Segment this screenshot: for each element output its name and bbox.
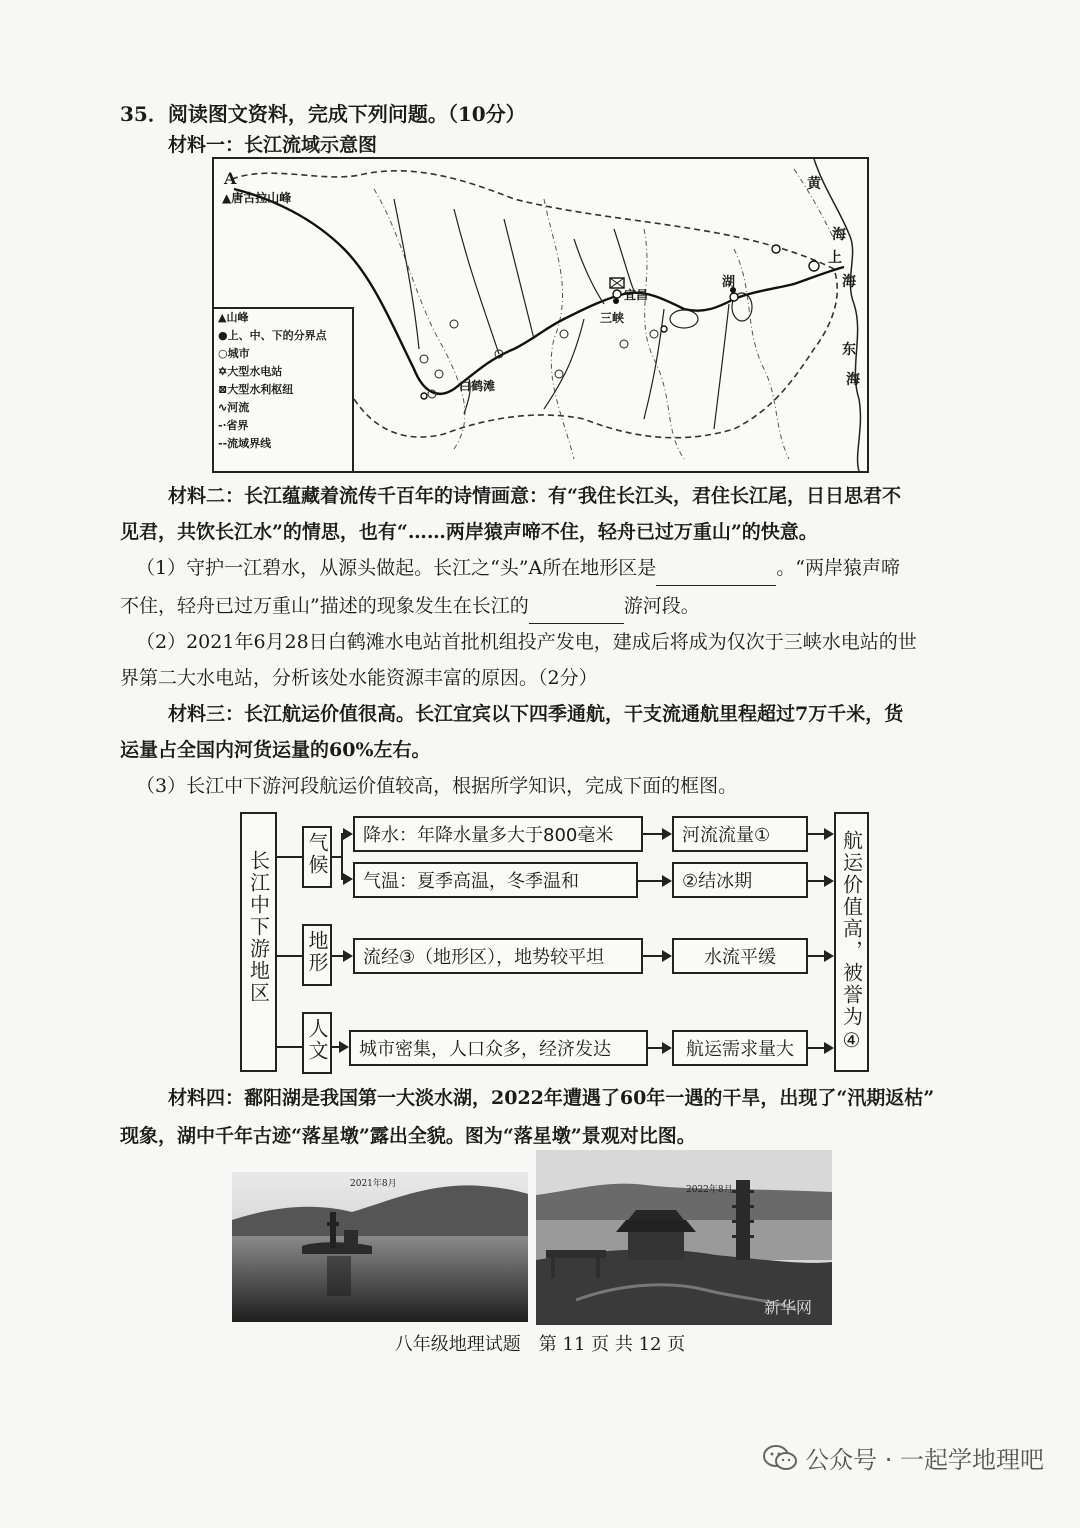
flow-result-box <box>834 812 869 1072</box>
material3-text-1: 长江航运价值很高。长江宜宾以下四季通航，干支流通航里程超过7万千米，货 <box>244 703 904 725</box>
photo-2022-watermark: 新华网 <box>764 1298 813 1317</box>
wechat-icon <box>763 1444 797 1472</box>
material1-label: 材料一：长江流域示意图 <box>168 134 378 156</box>
question-title: 35．阅读图文资料，完成下列问题。（10分） <box>120 102 526 126</box>
baihetan-label: 白鹤滩 <box>459 379 496 393</box>
arrow-freeze-to-result <box>808 880 832 882</box>
flow-freeze-text: ②结冰期 <box>682 871 753 892</box>
flow-terrain-desc-box <box>353 938 643 974</box>
flow-precip-box <box>353 816 643 852</box>
legend-province-border: -·省界 <box>218 419 249 432</box>
flow-human-text: 人文 <box>305 1018 329 1062</box>
arrow-to-human-desc <box>332 1046 347 1048</box>
q1-line-1 <box>136 550 900 586</box>
flow-river-flow-box <box>672 816 808 852</box>
arrow-flow-to-result <box>808 833 832 835</box>
flow-precip-text: 降水：年降水量多大于800毫米 <box>363 825 614 846</box>
legend-peak: ▲山峰 <box>218 311 249 324</box>
legend-basin-boundary: --流域界线 <box>218 437 272 450</box>
material2-line-2: 见君，共饮长江水”的情思，也有“……两岸猿声啼不住，轻舟已过万重山”的快意。 <box>120 521 818 543</box>
material4-line-2: 现象，湖中千年古迹“落星墩”露出全貌。图为“落星墩”景观对比图。 <box>120 1125 696 1147</box>
flow-human-box <box>302 1012 332 1074</box>
material2-text-1: 长江蕴藏着流传千百年的诗情画意：有“我住长江头，君住长江尾，日日思君不 <box>244 485 901 507</box>
flow-region-text: 长江中下游地区 <box>246 850 271 1004</box>
photo-2021-image <box>232 1172 528 1322</box>
arrow-to-precip <box>341 833 351 835</box>
legend-city: ○城市 <box>218 347 250 360</box>
connector-human <box>277 1046 302 1048</box>
east-sea-label-1: 东 <box>842 342 856 358</box>
q1-part-c: 不住，轻舟已过万重山”描述的现象发生在长江的 <box>120 595 529 617</box>
map-legend <box>212 307 354 473</box>
flow-gentle-box <box>672 938 808 974</box>
q1-part-d: 游河段。 <box>623 595 700 617</box>
arrow-to-freeze <box>638 880 670 882</box>
flow-freeze-box <box>672 862 808 898</box>
flow-climate-text: 气候 <box>305 832 329 876</box>
flow-river-flow-text: 河流流量① <box>682 825 771 846</box>
flow-region-box <box>240 812 277 1072</box>
legend-boundary-point: ●上、中、下的分界点 <box>218 329 327 342</box>
page-footer: 八年级地理试题 第 11 页 共 12 页 <box>394 1334 686 1355</box>
flow-climate-box <box>302 826 332 888</box>
arrow-to-demand <box>648 1047 670 1049</box>
arrow-demand-to-result <box>808 1047 832 1049</box>
q1-line-2 <box>120 588 700 624</box>
legend-water-project: ⊠大型水利枢纽 <box>218 383 294 396</box>
flow-human-desc-text: 城市密集，人口众多，经济发达 <box>359 1039 611 1060</box>
legend-hydropower: ✡大型水电站 <box>218 365 283 378</box>
material4-label: 材料四： <box>168 1087 245 1109</box>
connector-terrain <box>277 955 302 957</box>
material3-line-2: 运量占全国内河货运量的60%左右。 <box>120 739 431 761</box>
arrow-to-gentle <box>643 955 670 957</box>
sanxia-label: 三峡 <box>600 311 625 325</box>
arrow-to-terrain-desc <box>332 955 351 957</box>
wechat-watermark <box>763 1440 1044 1475</box>
flow-human-desc-box <box>349 1030 648 1066</box>
flow-demand-box <box>672 1030 808 1066</box>
photo-2021-caption: 2021年8月 <box>350 1179 397 1189</box>
photo-2021 <box>232 1172 528 1322</box>
flow-terrain-desc-text: 流经③（地形区），地势较平坦 <box>363 947 605 968</box>
material3-line-1 <box>168 696 903 732</box>
shanghai-label-1: 上 <box>828 250 842 266</box>
arrow-gentle-to-result <box>808 955 832 957</box>
flow-temp-box <box>353 862 638 898</box>
connector-climate <box>277 856 302 858</box>
peak-label: ▲唐古拉山峰 <box>222 191 292 205</box>
q3-text: （3）长江中下游河段航运价值较高，根据所学知识，完成下面的框图。 <box>136 775 738 797</box>
q1-part-a: （1）守护一江碧水，从源头做起。长江之“头”A所在地形区是 <box>136 557 657 579</box>
yichang-label: 宜昌 <box>624 288 649 302</box>
east-sea-label-2: 海 <box>846 372 860 388</box>
legend-river: ∿河流 <box>218 401 250 414</box>
material4-line-1 <box>168 1080 934 1116</box>
material3-label: 材料三： <box>168 703 245 725</box>
flow-terrain-text: 地形 <box>305 930 329 974</box>
lake-label: 湖 <box>722 275 736 290</box>
flow-result-text: 航运价值高，被誉为④ <box>839 830 864 1054</box>
shanghai-label-2: 海 <box>842 274 856 290</box>
material4-text-1: 鄱阳湖是我国第一大淡水湖，2022年遭遇了60年一遇的干旱，出现了“汛期返枯” <box>244 1087 935 1109</box>
arrow-to-flow <box>643 833 670 835</box>
wechat-watermark-text: 公众号 · 一起学地理吧 <box>805 1446 1044 1474</box>
yellow-sea-label-2: 海 <box>832 227 846 243</box>
point-a-label: A <box>224 169 237 188</box>
q1-blank-terrain[interactable] <box>656 585 776 586</box>
q1-part-b: 。“两岸猿声啼 <box>776 557 900 579</box>
flow-terrain-box <box>302 924 332 986</box>
q2-line-2: 界第二大水电站，分析该处水能资源丰富的原因。（2分） <box>120 667 598 689</box>
yellow-sea-label: 黄 <box>807 176 821 192</box>
flow-gentle-text: 水流平缓 <box>704 947 776 968</box>
arrow-to-temp <box>341 878 351 880</box>
q2-line-1: （2）2021年6月28日白鹤滩水电站首批机组投产发电，建成后将成为仅次于三峡水电站的世 <box>136 631 917 653</box>
photo-2022 <box>536 1150 832 1325</box>
material2-line-1 <box>168 478 901 514</box>
material2-label: 材料二： <box>168 485 245 507</box>
photo-2022-caption: 2022年8月 <box>686 1185 733 1195</box>
flow-temp-text: 气温：夏季高温，冬季温和 <box>363 871 579 892</box>
flow-demand-text: 航运需求量大 <box>686 1039 794 1060</box>
